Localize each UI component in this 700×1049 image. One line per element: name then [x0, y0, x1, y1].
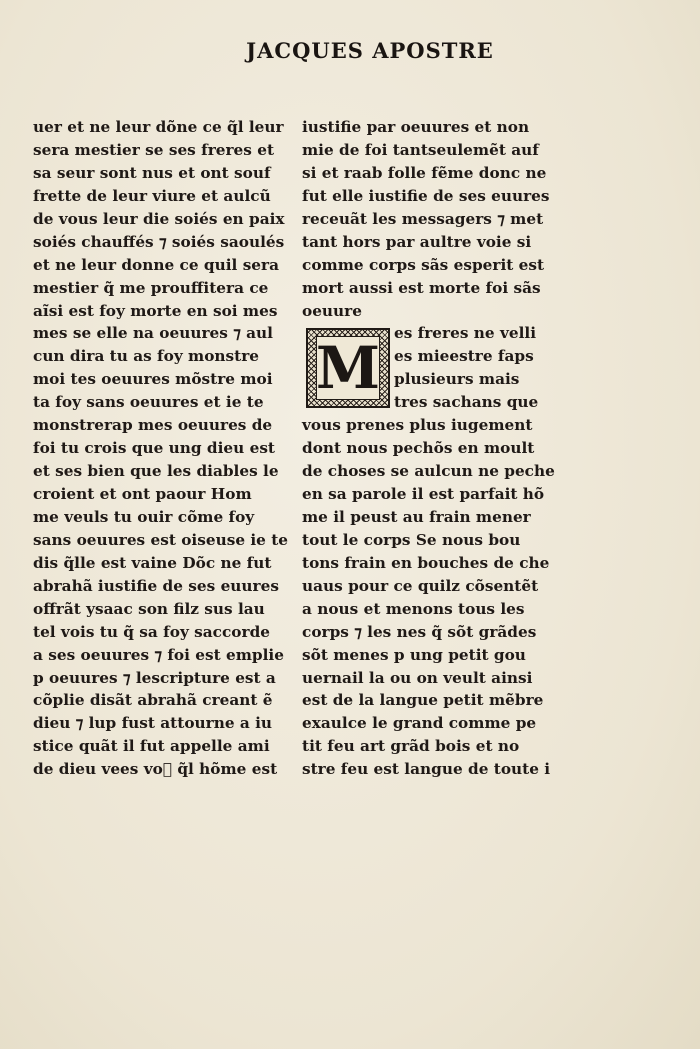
text-line: dont nous pechõs en moult	[302, 439, 535, 458]
right-column-top-text	[302, 116, 550, 322]
text-line: abrahã iustifie de ses euures	[33, 576, 279, 595]
text-line: monstrerap mes oeuures de	[33, 416, 273, 435]
text-line: tel vois tu q̃ sa foy saccorde	[33, 622, 270, 641]
text-line: stice quãt il fut appelle ami	[33, 737, 270, 756]
right-column-bottom-text	[302, 414, 555, 781]
text-line: es freres ne velli	[394, 324, 537, 343]
text-line: me il peust au frain mener	[302, 507, 531, 526]
text-line: tres sachans que	[394, 393, 539, 412]
text-line: et ses bien que les diables le	[33, 462, 279, 481]
text-line: vous prenes plus iugement	[302, 416, 533, 435]
running-head: JACQUES APOSTRE	[246, 38, 494, 63]
text-line: croient et ont paour Hom	[33, 485, 252, 503]
text-line: plusieurs mais	[394, 370, 520, 389]
text-line: tout le corps Se nous bou	[302, 530, 521, 549]
text-line: tant hors par aultre voie si	[302, 232, 532, 251]
dropcap-adjacent-text	[394, 322, 538, 414]
text-line: mie de foi tantseulemẽt auf	[302, 140, 539, 159]
text-line: sans oeuures est oiseuse ie te	[33, 530, 289, 549]
text-line: oeuure	[302, 301, 362, 320]
text-line: a nous et menons tous les	[302, 599, 525, 618]
text-line: foi tu crois que ung dieu est	[33, 439, 275, 458]
right-text-column	[302, 116, 555, 781]
text-line: exaulce le grand comme pe	[302, 714, 537, 733]
text-line: dieu ⁊ lup fust attourne a iu	[33, 714, 273, 733]
left-text-column	[33, 116, 289, 781]
text-line: ta foy sans oeuures et ie te	[33, 393, 264, 412]
text-line: de choses se aulcun ne peche	[302, 462, 555, 481]
text-line: dis q̃lle est vaine Dõc ne fut	[33, 553, 272, 572]
text-line: est de la langue petit mẽbre	[302, 691, 544, 710]
text-line: fut elle iustifie de ses euures	[302, 186, 550, 205]
text-line: offrãt ysaac son filz sus lau	[33, 599, 265, 618]
text-line: stre feu est langue de toute i	[302, 760, 551, 779]
text-line: mes se elle na oeuures ⁊ aul	[33, 324, 273, 343]
text-line: mort aussi est morte foi sãs	[302, 278, 541, 297]
text-line: iustifie par oeuures et non	[302, 118, 530, 136]
text-line: a ses oeuures ⁊ foi est emplie	[33, 645, 284, 664]
text-line: sa seur sont nus et ont souf	[33, 163, 271, 182]
text-line: mestier q̃ me prouffitera ce	[33, 278, 269, 297]
text-line: moi tes oeuures mõstre moi	[33, 370, 273, 389]
text-line: me veuls tu ouir cõme foy	[33, 507, 255, 526]
text-line: cun dira tu as foy monstre	[33, 347, 260, 366]
text-line: aĩsi est foy morte en soi mes	[33, 301, 278, 320]
text-line: comme corps sãs esperit est	[302, 255, 545, 274]
text-line: p oeuures ⁊ lescripture est a	[33, 668, 276, 687]
text-line: frette de leur viure et aulcũ	[33, 186, 271, 205]
text-line: receuãt les messagers ⁊ met	[302, 209, 544, 228]
text-line: tit feu art grãd bois et no	[302, 737, 520, 756]
text-line: si et raab folle fẽme donc ne	[302, 163, 547, 182]
text-line: uernail la ou on veult ainsi	[302, 668, 533, 687]
initial-letter: M	[315, 334, 381, 403]
decorated-initial-m	[306, 328, 390, 408]
text-line: corps ⁊ les nes q̃ sõt grãdes	[302, 622, 537, 641]
text-line: uaus pour ce quilz cõsentẽt	[302, 576, 539, 595]
text-line: de dieu vees vo᷑ q̃l hõme est	[33, 760, 278, 779]
text-line: en sa parole il est parfait hõ	[302, 485, 545, 504]
text-line: tons frain en bouches de che	[302, 553, 550, 572]
text-line: soiés chauffés ⁊ soiés saoulés	[33, 232, 285, 251]
text-line: et ne leur donne ce quil sera	[33, 255, 280, 274]
text-line: sõt menes p ung petit gou	[302, 645, 526, 664]
text-line: cõplie disãt abrahã creant ẽ	[33, 691, 273, 710]
text-line: es mieestre faps	[394, 347, 534, 366]
text-line: uer et ne leur dõne ce q̃l leur	[33, 118, 284, 136]
text-line: de vous leur die soiés en paix	[33, 209, 285, 228]
text-line: sera mestier se ses freres et	[33, 140, 275, 159]
drop-initial-block	[302, 322, 542, 414]
